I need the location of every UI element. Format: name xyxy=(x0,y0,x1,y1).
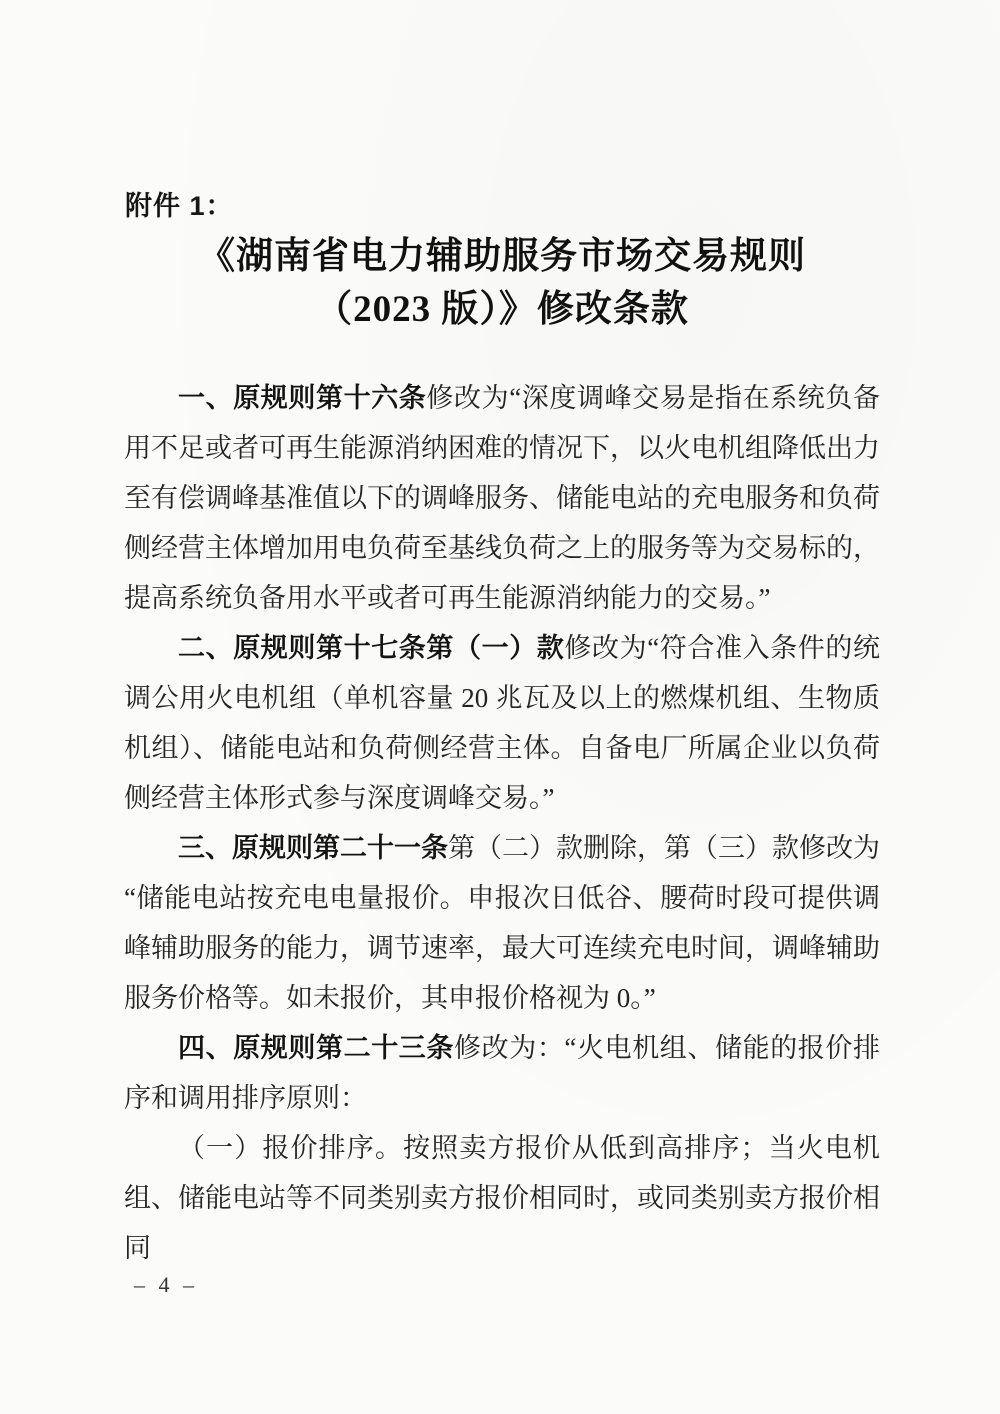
paragraph-lead: 二、原规则第十七条第（一）款 xyxy=(178,633,565,663)
paragraph xyxy=(124,623,880,823)
page-number: – 4 – xyxy=(134,1272,198,1297)
document-body xyxy=(124,373,880,1273)
paragraph xyxy=(124,1023,880,1123)
paragraph-lead: 四、原规则第二十三条 xyxy=(178,1033,455,1063)
paragraph-text: 修改为“符合准入条件的统调公用火电机组（单机容量 20 兆瓦及以上的燃煤机组、生物质机组）、储能电站和负荷侧经营主体。自备电厂所属企业以负荷侧经营主体形式参与深度调峰交易。” xyxy=(124,633,881,813)
attachment-label: 附件 1： xyxy=(125,191,234,221)
paragraph-text: （一）报价排序。按照卖方报价从低到高排序；当火电机组、储能电站等不同类别卖方报价相同时，或同类别卖方报价相同 xyxy=(124,1133,880,1263)
paragraph-lead: 三、原规则第二十一条 xyxy=(178,833,448,863)
paragraph-text: 修改为“深度调峰交易是指在系统负备用不足或者可再生能源消纳困难的情况下，以火电机组降低出力至有偿调峰基准值以下的调峰服务、储能电站的充电服务和负荷侧经营主体增加用电负荷至基线负荷之上的服务等为交易标的，提高系统负备用水平或者可再生能源消纳能力的交易。” xyxy=(124,383,880,613)
paragraph xyxy=(124,1123,880,1273)
paragraph xyxy=(124,823,880,1023)
paragraph xyxy=(124,373,880,623)
paragraph-text: 第（二）款删除，第（三）款修改为“储能电站按充电电量报价。申报次日低谷、腰荷时段可提供调峰辅助服务的能力，调节速率，最大可连续充电时间，调峰辅助服务价格等。如未报价，其申报价格视为 0。” xyxy=(124,833,880,1013)
paragraph-lead: 一、原规则第十六条 xyxy=(178,383,427,413)
document-title-line2: （2023 版）》修改条款 xyxy=(315,289,689,330)
paragraph-text: 修改为：“火电机组、储能的报价排序和调用排序原则： xyxy=(124,1033,881,1113)
document-title xyxy=(124,230,880,336)
document-title-line1: 《湖南省电力辅助服务市场交易规则 xyxy=(198,236,806,277)
